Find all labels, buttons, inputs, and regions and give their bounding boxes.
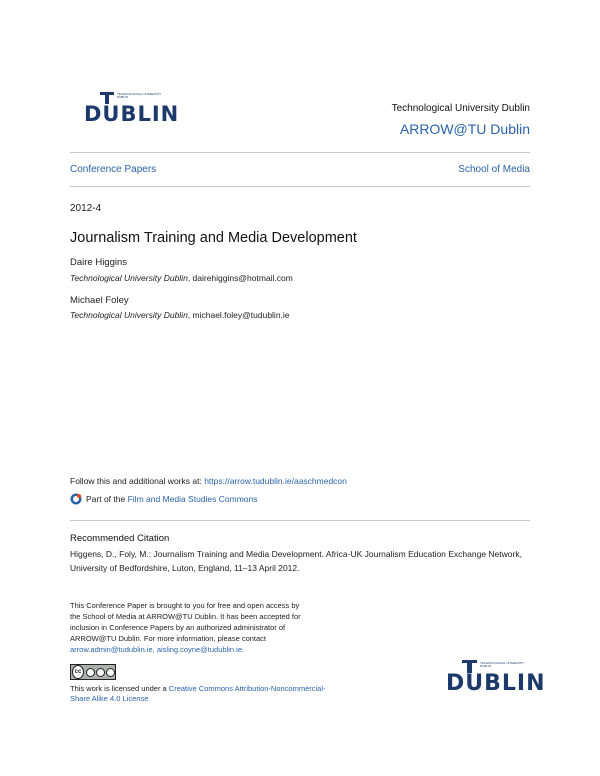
logo-wordmark: DUBLIN xyxy=(84,102,180,126)
author-name: Daire Higgins xyxy=(70,257,128,268)
follow-url-link[interactable]: https://arrow.tudublin.ie/aaschmedcon xyxy=(204,476,347,486)
institution-name: Technological University Dublin xyxy=(391,103,530,114)
license-line xyxy=(70,684,330,704)
open-access-notice xyxy=(70,600,310,655)
header-divider xyxy=(70,152,530,153)
license-link[interactable]: Creative Commons Attribution-Noncommercial-Share Alike 4.0 License xyxy=(70,684,326,703)
affiliation-name: Technological University Dublin xyxy=(70,310,188,320)
cc-license-badge[interactable] xyxy=(70,664,116,680)
license-prefix: This work is licensed under a xyxy=(70,684,169,693)
license-icons xyxy=(86,668,115,677)
school-link[interactable]: School of Media xyxy=(458,164,530,175)
logo-small-text: TECHNOLOGICAL UNIVERSITY DUBLIN xyxy=(117,92,162,99)
citation-heading: Recommended Citation xyxy=(70,533,170,544)
network-icon xyxy=(70,493,82,505)
follow-prefix: Follow this and additional works at: xyxy=(70,476,205,486)
notice-text: This Conference Paper is brought to you for free and open access by the School of Media at ARROW@TU Dublin. It has been accepted for inclusion in Conference Papers by an authorized administrator of ARROW@TU Dublin. For more information, please contact xyxy=(70,601,301,643)
paper-title: Journalism Training and Media Development xyxy=(70,230,357,246)
citation-divider xyxy=(70,520,530,521)
part-of-prefix: Part of the xyxy=(86,494,128,504)
author-email: , michael.foley@tudublin.ie xyxy=(187,310,290,320)
follow-line xyxy=(70,476,347,486)
nav-divider xyxy=(70,186,530,187)
author-name: Michael Foley xyxy=(70,295,129,306)
repository-link[interactable]: ARROW@TU Dublin xyxy=(399,121,530,137)
commons-link[interactable]: Film and Media Studies Commons xyxy=(127,494,258,504)
tu-dublin-logo-footer xyxy=(446,660,546,704)
author-email: , dairehiggins@hotmail.com xyxy=(187,273,293,283)
cc-icon: cc xyxy=(72,665,84,679)
tu-dublin-logo xyxy=(84,92,180,134)
publication-date: 2012-4 xyxy=(70,203,102,214)
logo-small-text: TECHNOLOGICAL UNIVERSITY DUBLIN xyxy=(480,661,525,668)
part-of-line xyxy=(70,493,258,505)
affiliation-name: Technological University Dublin xyxy=(70,273,188,283)
citation-text: Higgens, D., Foly, M.: Journalism Training and Media Development. Africa-UK Journalism Education Exchange Network, University of Bedfordshire, Luton, England, 11–13 April 2012. xyxy=(70,549,522,573)
collection-link[interactable]: Conference Papers xyxy=(70,164,157,175)
contact-email-link[interactable]: arrow.admin@tudublin.ie, aisling.coyne@tudublin.ie. xyxy=(70,645,245,654)
author-affiliation xyxy=(70,310,290,320)
author-affiliation xyxy=(70,273,293,283)
logo-wordmark: DUBLIN xyxy=(446,671,546,696)
